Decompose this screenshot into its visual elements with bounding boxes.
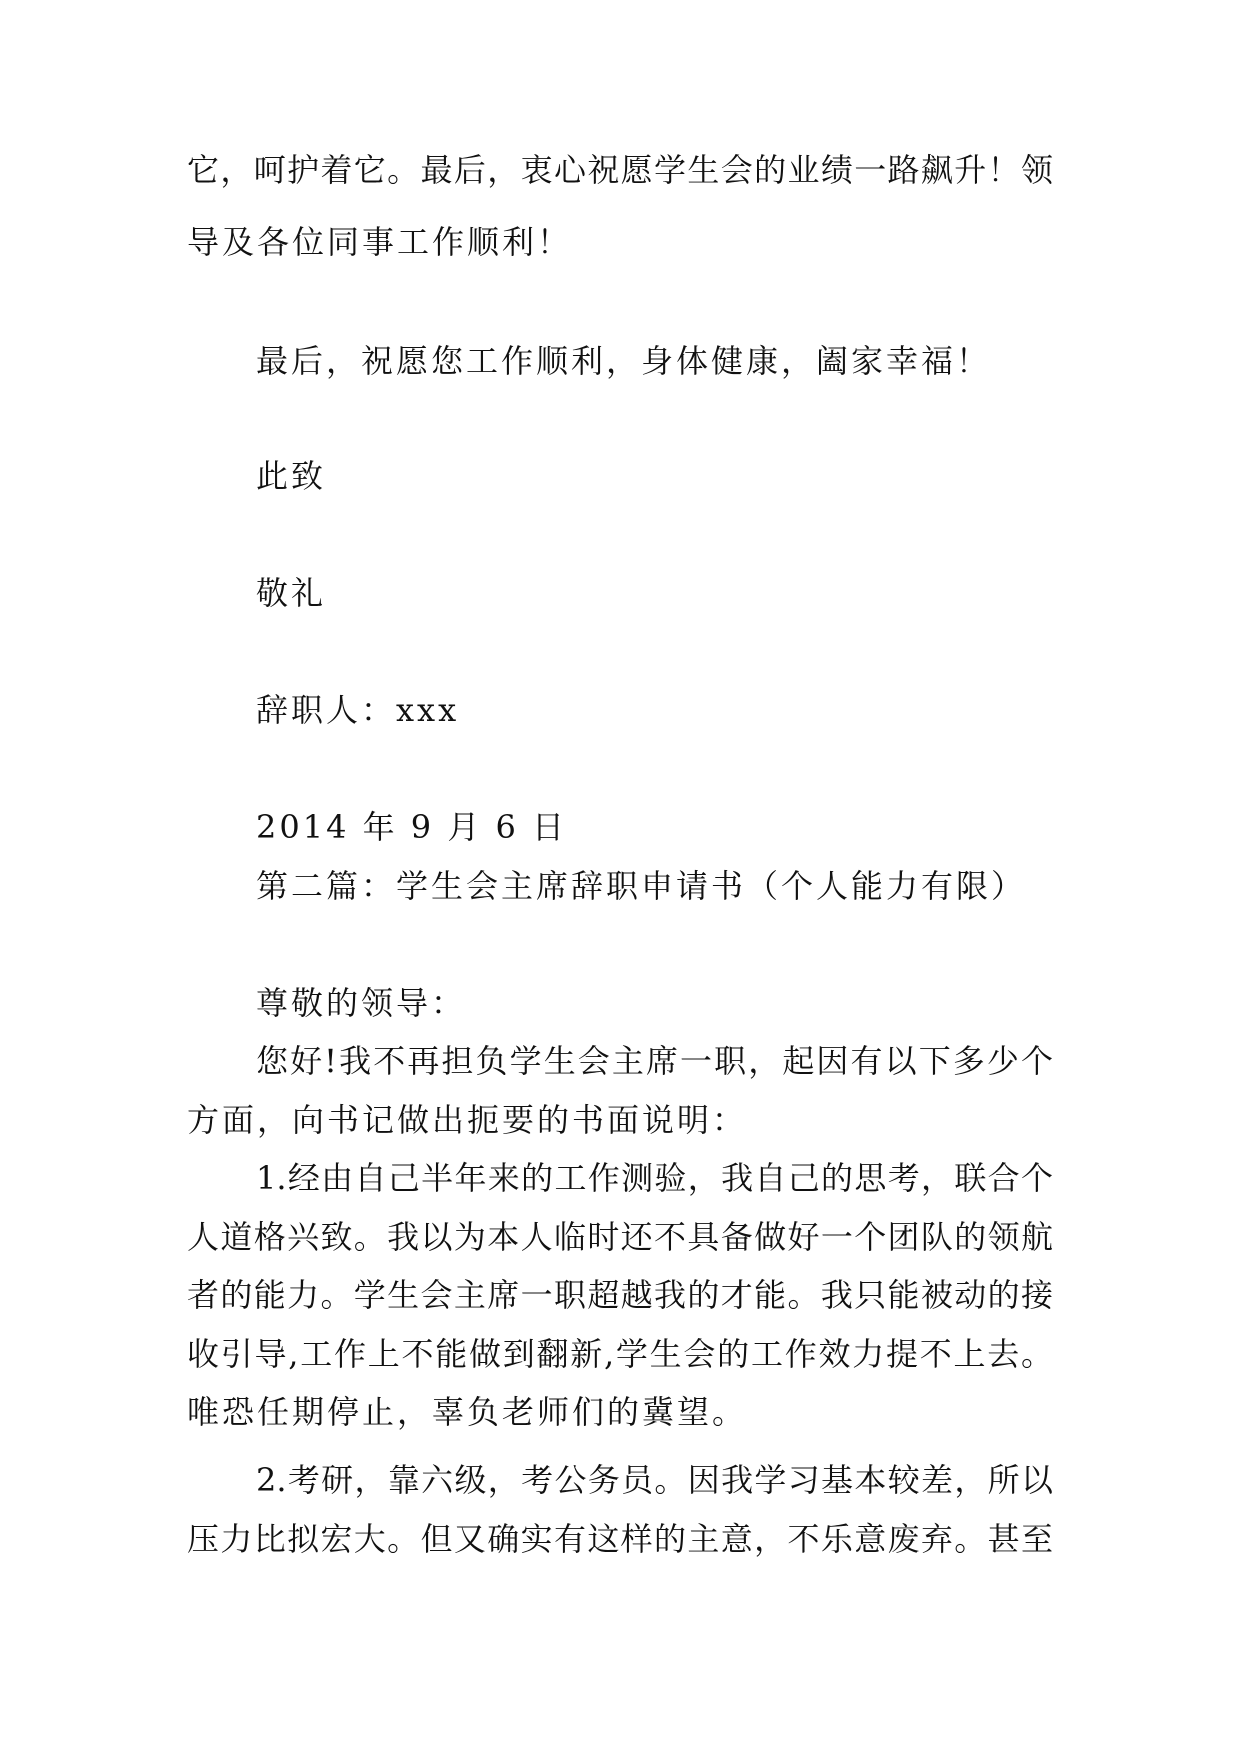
signer-name: 辞职人：xxx [256,691,460,729]
section-title: 第二篇：学生会主席辞职申请书（个人能力有限） [256,867,1027,905]
paragraph-line: 压力比拟宏大。但又确实有这样的主意，不乐意废弃。甚至 [187,1520,1053,1558]
paragraph-line: 导及各位同事工作顺利！ [187,223,573,261]
paragraph-line: 者的能力。学生会主席一职超越我的才能。我只能被动的接 [187,1276,1053,1314]
paragraph-line: 您好!我不再担负学生会主席一职，起因有以下多少个 [256,1042,1053,1080]
closing-wish: 最后，祝愿您工作顺利，身体健康，阖家幸福！ [256,342,992,380]
letter-date: 2014 年 9 月 6 日 [256,808,568,846]
paragraph-line: 方面，向书记做出扼要的书面说明： [187,1101,748,1139]
paragraph-line: 它，呵护着它。最后，衷心祝愿学生会的业绩一路飙升！领 [187,151,1053,189]
salutation-line-1: 此致 [256,457,327,495]
salutation-line-2: 敬礼 [256,574,327,612]
paragraph-line: 2.考研，靠六级，考公务员。因我学习基本较差，所以 [256,1461,1053,1499]
paragraph-line: 唯恐任期停止，辜负老师们的冀望。 [187,1393,748,1431]
paragraph-line: 1.经由自己半年来的工作测验，我自己的思考，联合个 [256,1159,1053,1197]
paragraph-line: 人道格兴致。我以为本人临时还不具备做好一个团队的领航 [187,1218,1053,1256]
paragraph-line: 收引导,工作上不能做到翻新,学生会的工作效力提不上去。 [187,1335,1053,1373]
greeting: 尊敬的领导： [256,984,467,1022]
